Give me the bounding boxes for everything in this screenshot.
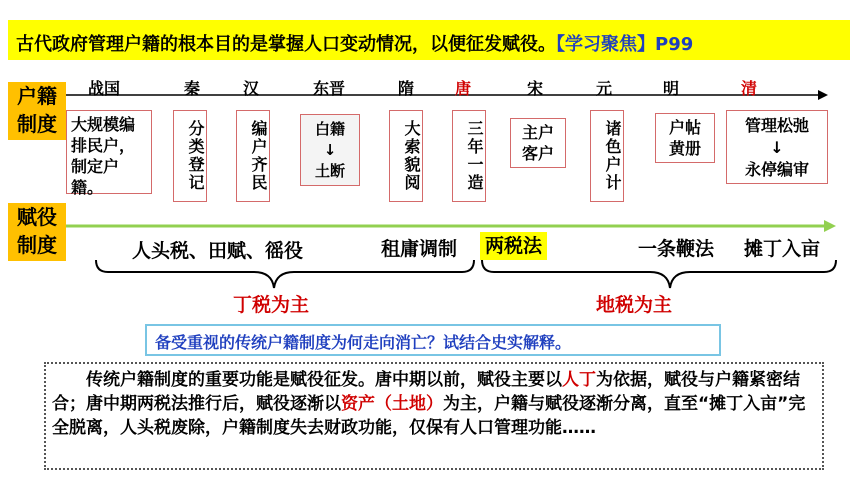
textbook-reference: 【学习聚焦】P99	[556, 34, 694, 55]
group-braces	[94, 258, 840, 292]
group-dishui: 地税为主	[596, 294, 673, 316]
answer-part-3: 为主，户籍与赋役逐渐分离，直至“摊丁入亩”完全脱离，人头税废除，户籍制度失去财政功能，仅保有人口管理功能……	[52, 394, 806, 438]
tax-liangshuifa: 两税法	[480, 232, 547, 260]
card-sui: 大索貌阅	[389, 110, 423, 202]
answer-highlight-rending: 人丁	[562, 370, 596, 390]
card-ming: 户帖 黄册	[655, 113, 715, 163]
tax-tandingrumu: 摊丁入亩	[744, 238, 821, 260]
tax-yitiaobianfa: 一条鞭法	[638, 238, 715, 260]
tax-timeline-line	[66, 219, 836, 233]
card-han: 编户齐民	[236, 110, 270, 202]
card-qing: 管理松弛 ↓ 永停编审	[726, 110, 828, 184]
era-qin: 秦	[184, 79, 201, 98]
huji-label: 户籍 制度	[8, 82, 66, 140]
era-yuan: 元	[596, 79, 613, 98]
era-ming: 明	[663, 79, 680, 98]
answer-text	[52, 368, 818, 440]
card-song: 主户 客户	[510, 118, 566, 168]
era-sui: 隋	[398, 79, 415, 98]
tax-zuyongdiao: 租庸调制	[381, 238, 458, 260]
card-yuan: 诸色户计	[590, 110, 624, 202]
card-zhanguo: 大规模编排民户，制定户籍。	[66, 110, 152, 194]
fuyi-label: 赋役 制度	[8, 203, 66, 261]
era-tang: 唐	[455, 79, 472, 98]
answer-part-2: 为依据，赋役与户籍紧密结合；唐中期两税法推行后，赋役逐渐以	[52, 370, 800, 414]
tax-renshui: 人头税、田赋、徭役	[132, 240, 304, 262]
era-han: 汉	[243, 79, 260, 98]
card-tang: 三年一造	[452, 110, 486, 202]
question-text: 备受重视的传统户籍制度为何走向消亡？试结合史实解释。	[155, 333, 572, 352]
timeline-arrow	[66, 88, 828, 102]
title-text	[16, 30, 693, 56]
era-qing: 清	[741, 79, 758, 98]
card-dongjin: 白籍 ↓ 土断	[300, 114, 360, 186]
answer-part-1: 传统户籍制度的重要功能是赋役征发。唐中期以前，赋役主要以	[86, 370, 562, 390]
era-zhanguo: 战国	[88, 79, 121, 98]
card-qin: 分类登记	[173, 110, 207, 202]
era-song: 宋	[527, 79, 544, 98]
answer-highlight-zichan: 资产（土地）	[341, 394, 443, 414]
era-dongjin: 东晋	[313, 79, 346, 98]
group-dingshui: 丁税为主	[233, 294, 310, 316]
title-main: 古代政府管理户籍的根本目的是掌握人口变动情况，以便征发赋役。	[16, 34, 556, 55]
